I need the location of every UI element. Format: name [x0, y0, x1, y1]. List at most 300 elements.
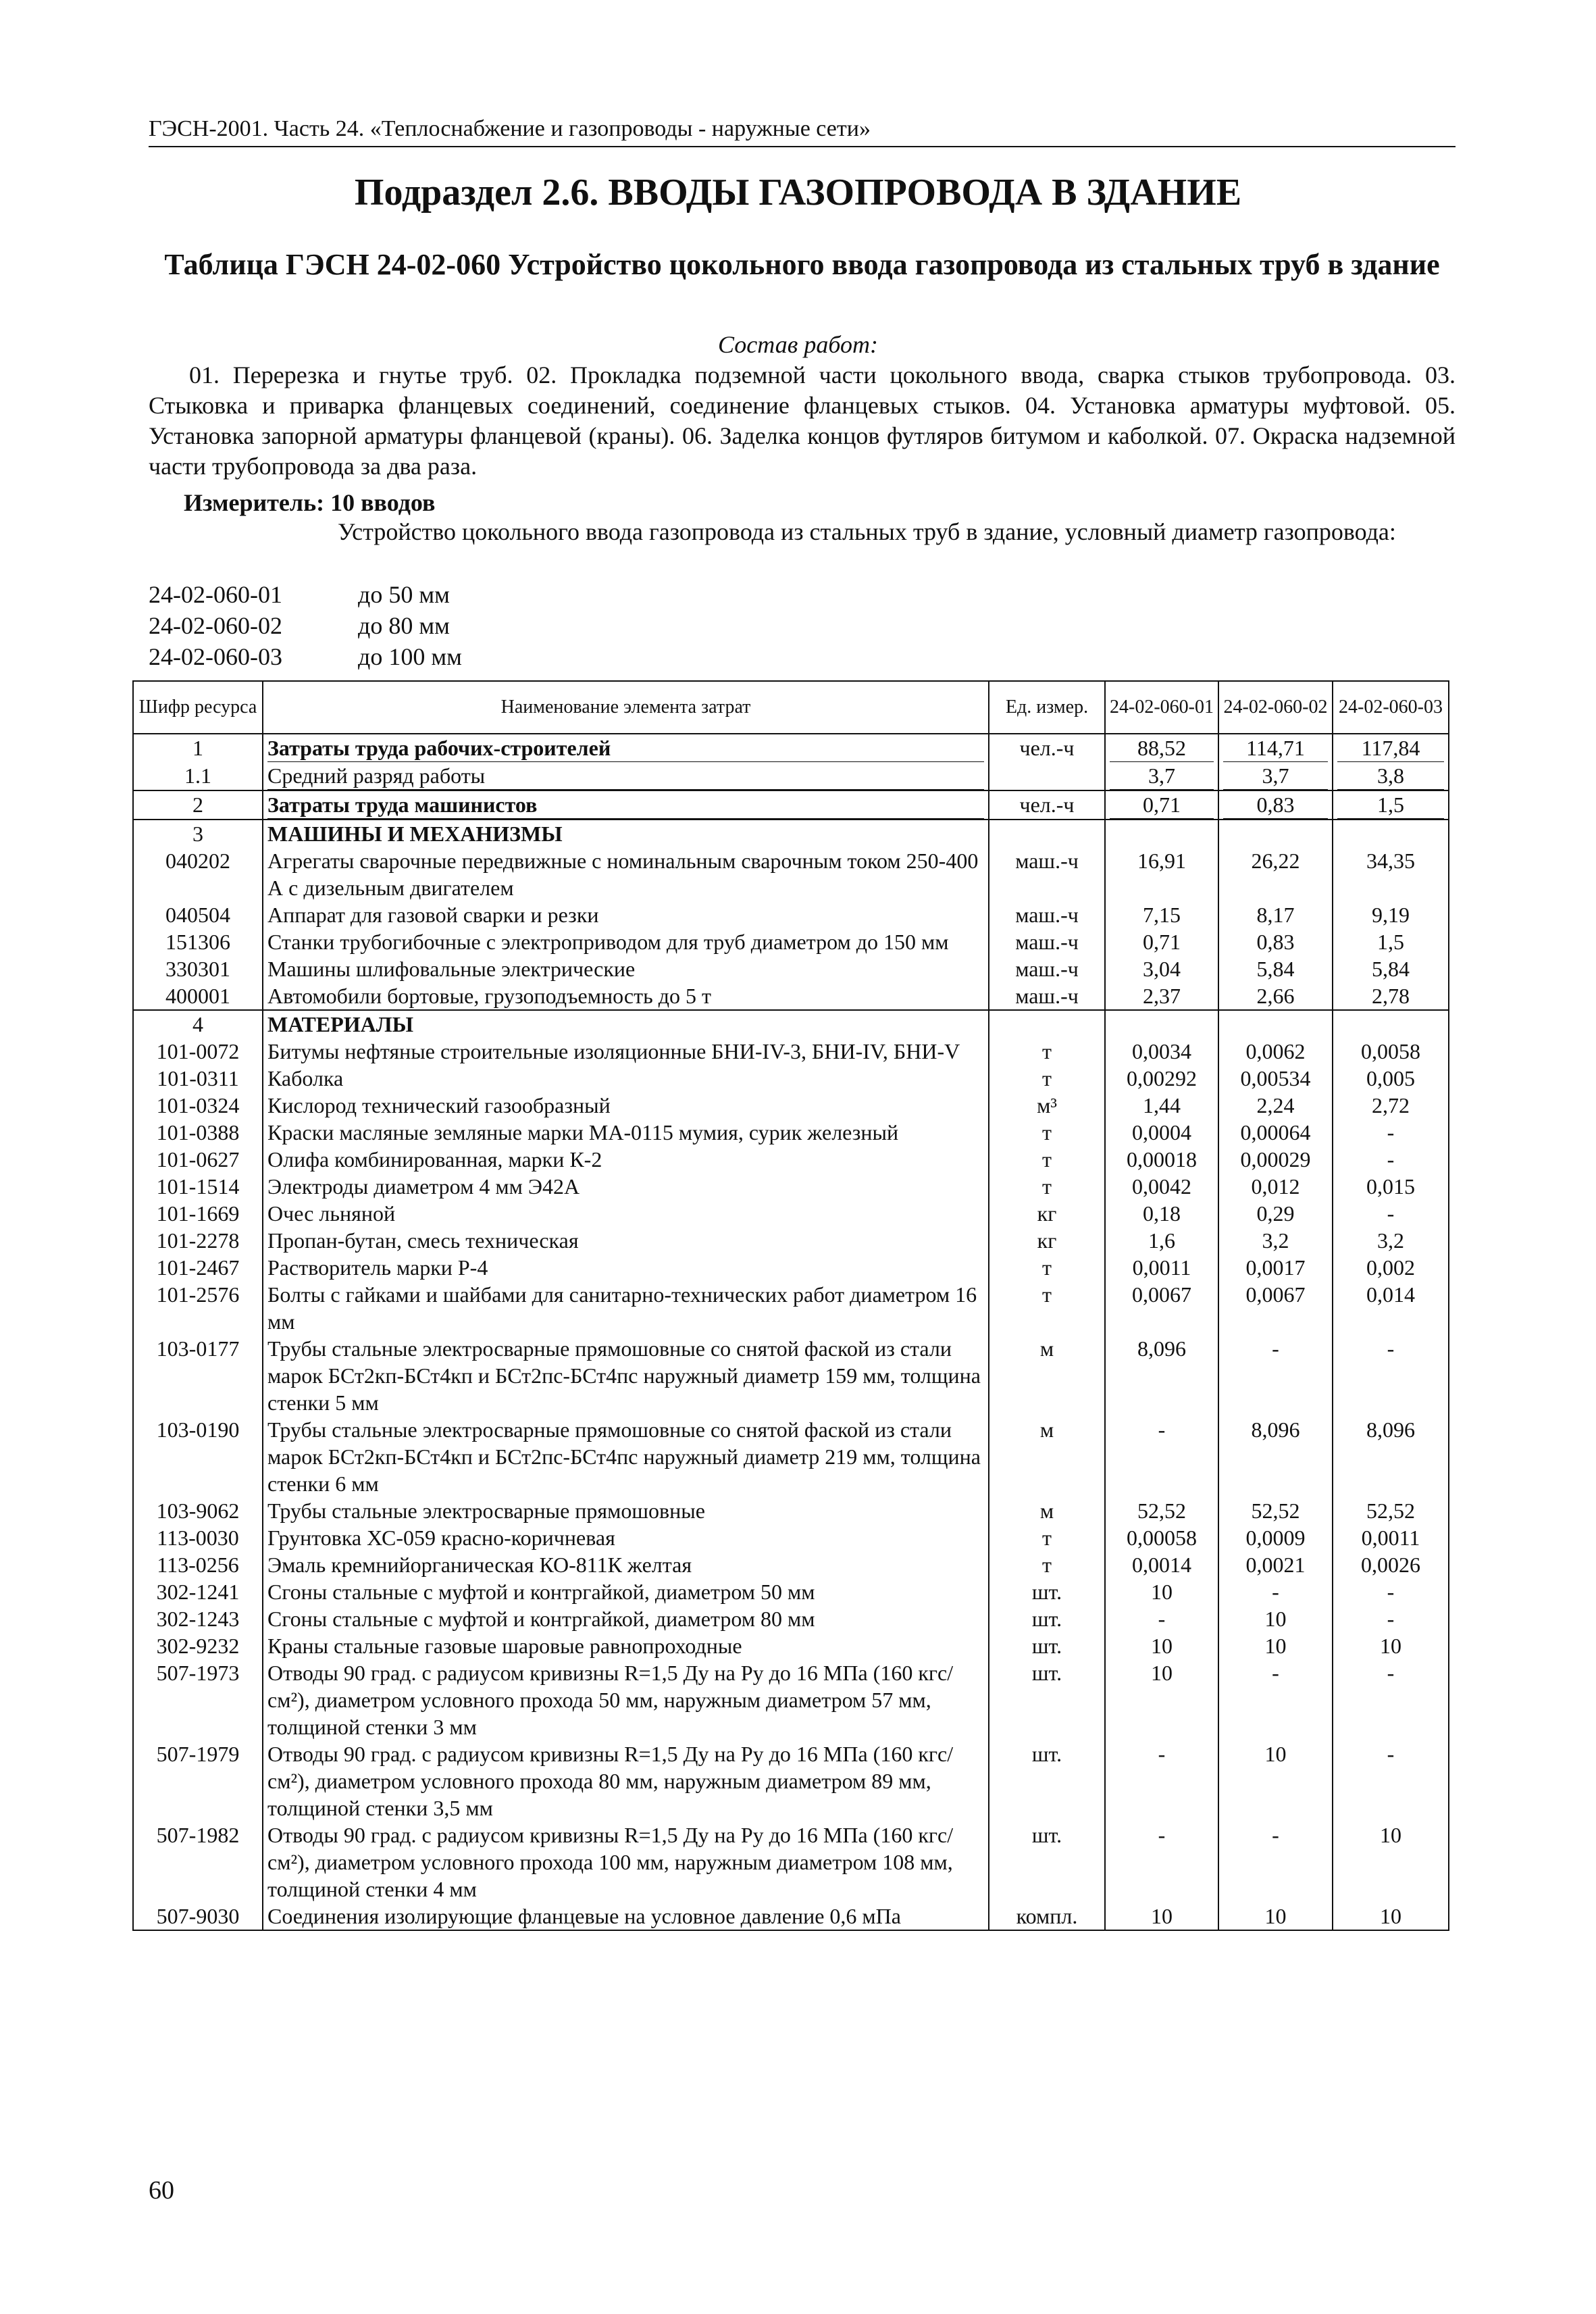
row-unit: шт.	[1031, 1607, 1062, 1631]
row-value-1-cell	[1105, 1173, 1218, 1200]
row-code: 1	[192, 736, 203, 760]
row-unit-cell	[989, 1551, 1105, 1578]
row-value-2-cell	[1218, 1605, 1333, 1632]
row-unit: шт.	[1031, 1742, 1062, 1766]
row-value-1: 16,91	[1137, 849, 1186, 873]
row-name: Краски масляные земляные марки МА-0115 мумия, сурик железный	[267, 1120, 899, 1145]
resource-table	[132, 680, 1449, 1931]
row-code-cell	[133, 1092, 263, 1119]
row-code: 101-2278	[156, 1228, 240, 1253]
row-unit-cell	[989, 847, 1105, 901]
row-value-2: 0,83	[1256, 930, 1295, 954]
row-value-1-cell	[1105, 1632, 1218, 1659]
row-code-cell	[133, 1497, 263, 1524]
row-value-3: 1,5	[1377, 930, 1404, 954]
row-name: Сгоны стальные с муфтой и контргайкой, диаметром 80 мм	[267, 1607, 815, 1631]
row-value-1: 0,18	[1143, 1201, 1181, 1226]
row-unit: т	[1042, 1282, 1052, 1307]
row-unit-cell	[989, 1524, 1105, 1551]
row-name: Средний разряд работы	[267, 762, 984, 790]
row-value-3: 2,72	[1372, 1093, 1410, 1117]
row-value-3: -	[1387, 1742, 1395, 1766]
row-value-3-cell	[1333, 1173, 1449, 1200]
row-name-cell	[263, 1227, 989, 1254]
row-value-3: 117,84	[1337, 734, 1444, 762]
row-value-1: -	[1158, 1823, 1166, 1847]
row-value-2-cell	[1218, 982, 1333, 1010]
row-value-2: 0,00534	[1240, 1066, 1311, 1090]
row-unit: м	[1039, 1417, 1054, 1442]
row-code: 101-1669	[156, 1201, 240, 1226]
row-name-cell	[263, 1524, 989, 1551]
row-unit: т	[1042, 1526, 1052, 1550]
variant-item	[149, 610, 462, 641]
row-name: МАШИНЫ И МЕХАНИЗМЫ	[267, 822, 563, 846]
row-value-3-cell	[1333, 1146, 1449, 1173]
row-unit-cell	[989, 1335, 1105, 1416]
row-name-cell	[263, 1173, 989, 1200]
row-unit-cell	[989, 1010, 1105, 1038]
row-value-1-cell	[1105, 820, 1218, 847]
row-name-cell	[263, 1605, 989, 1632]
row-value-3-cell	[1333, 790, 1449, 820]
row-value-2: 8,17	[1256, 903, 1295, 927]
row-name: Пропан-бутан, смесь техническая	[267, 1228, 579, 1253]
row-value-1-cell	[1105, 1416, 1218, 1497]
row-value-3: 2,78	[1372, 984, 1410, 1008]
row-name-cell	[263, 1578, 989, 1605]
row-value-2: 10	[1264, 1634, 1287, 1658]
row-name-cell	[263, 955, 989, 982]
row-value-1-cell	[1105, 734, 1218, 762]
table-row	[133, 928, 1449, 955]
row-value-2-cell	[1218, 1578, 1333, 1605]
row-value-3: 10	[1380, 1823, 1401, 1847]
row-value-1: 0,71	[1143, 930, 1181, 954]
table-row	[133, 790, 1449, 820]
row-value-1: 0,0014	[1132, 1553, 1191, 1577]
table-row	[133, 1281, 1449, 1335]
row-value-2: 114,71	[1223, 734, 1328, 762]
row-unit-cell	[989, 1227, 1105, 1254]
row-value-1: 52,52	[1137, 1499, 1186, 1523]
row-unit-cell	[989, 1903, 1105, 1930]
table-header-row	[133, 681, 1449, 734]
row-code-cell	[133, 1821, 263, 1903]
row-name: Краны стальные газовые шаровые равнопроходные	[267, 1634, 742, 1658]
row-value-1: 0,00292	[1127, 1066, 1197, 1090]
row-value-2: 0,00064	[1240, 1120, 1311, 1145]
row-value-2: -	[1272, 1580, 1279, 1604]
row-value-2-cell	[1218, 820, 1333, 847]
row-value-1-cell	[1105, 1281, 1218, 1335]
row-value-1-cell	[1105, 1146, 1218, 1173]
row-code: 302-1241	[156, 1580, 240, 1604]
row-code: 507-1982	[156, 1823, 240, 1847]
row-value-1: 3,7	[1110, 762, 1214, 790]
row-value-1: 10	[1151, 1661, 1173, 1685]
row-value-3: -	[1387, 1201, 1395, 1226]
table-row	[133, 1038, 1449, 1065]
row-unit: кг	[1037, 1201, 1057, 1226]
row-value-2: 0,83	[1223, 791, 1328, 819]
row-unit: м	[1039, 1336, 1054, 1361]
row-name-cell	[263, 982, 989, 1010]
row-code-cell	[133, 901, 263, 928]
row-unit: шт.	[1031, 1823, 1062, 1847]
row-code-cell	[133, 1632, 263, 1659]
row-value-1-cell	[1105, 1227, 1218, 1254]
row-value-3-cell	[1333, 1497, 1449, 1524]
row-value-3-cell	[1333, 1632, 1449, 1659]
header-code: Шифр ресурса	[133, 681, 263, 734]
row-code-cell	[133, 1605, 263, 1632]
row-value-1-cell	[1105, 955, 1218, 982]
table-row	[133, 1146, 1449, 1173]
row-unit-cell	[989, 982, 1105, 1010]
row-code-cell	[133, 1200, 263, 1227]
row-value-3-cell	[1333, 1200, 1449, 1227]
row-value-2-cell	[1218, 847, 1333, 901]
row-code: 103-0190	[156, 1417, 240, 1442]
row-code: 101-0072	[156, 1039, 240, 1063]
row-unit-cell	[989, 1119, 1105, 1146]
table-row	[133, 1010, 1449, 1038]
header-variant-3: 24-02-060-03	[1333, 681, 1449, 734]
row-value-1-cell	[1105, 1065, 1218, 1092]
row-value-3: -	[1387, 1336, 1395, 1361]
row-code-cell	[133, 847, 263, 901]
running-header: ГЭСН-2001. Часть 24. «Теплоснабжение и газопроводы - наружные сети»	[149, 115, 1456, 147]
row-value-1: 10	[1151, 1580, 1173, 1604]
row-code: 101-1514	[156, 1174, 240, 1199]
row-value-1-cell	[1105, 1524, 1218, 1551]
row-value-2-cell	[1218, 1092, 1333, 1119]
row-unit: т	[1042, 1255, 1052, 1280]
table-row	[133, 1821, 1449, 1903]
row-value-3: 9,19	[1372, 903, 1410, 927]
row-value-3-cell	[1333, 1119, 1449, 1146]
row-code-cell	[133, 1281, 263, 1335]
row-name: Электроды диаметром 4 мм Э42А	[267, 1174, 580, 1199]
row-value-1-cell	[1105, 762, 1218, 790]
table-row	[133, 982, 1449, 1010]
row-value-1: 3,04	[1143, 957, 1181, 981]
row-unit-cell	[989, 1497, 1105, 1524]
row-value-3: 0,0058	[1361, 1039, 1420, 1063]
row-code: 151306	[165, 930, 230, 954]
row-value-3-cell	[1333, 1903, 1449, 1930]
row-value-2-cell	[1218, 1119, 1333, 1146]
row-value-3: 1,5	[1337, 791, 1444, 819]
row-name: Каболка	[267, 1066, 344, 1090]
row-value-1: 7,15	[1143, 903, 1181, 927]
row-name: Отводы 90 град. с радиусом кривизны R=1,5 Ду на Ру до 16 МПа (160 кгс/см²), диаметром условного прохода 50 мм, наружным диаметром 57 мм, толщиной стенки 3 мм	[267, 1661, 954, 1739]
row-name-cell	[263, 1146, 989, 1173]
row-value-3-cell	[1333, 1010, 1449, 1038]
table-row	[133, 734, 1449, 762]
row-value-2-cell	[1218, 762, 1333, 790]
row-code-cell	[133, 1335, 263, 1416]
row-code: 2	[192, 793, 203, 817]
row-value-1-cell	[1105, 1740, 1218, 1821]
row-name-cell	[263, 734, 989, 762]
row-value-2-cell	[1218, 1200, 1333, 1227]
table-row	[133, 820, 1449, 847]
variant-code: 24-02-060-02	[149, 612, 282, 639]
row-name-cell	[263, 762, 989, 790]
row-code: 040504	[165, 903, 230, 927]
row-code-cell	[133, 1038, 263, 1065]
row-value-3: 5,84	[1372, 957, 1410, 981]
row-code-cell	[133, 1551, 263, 1578]
row-code-cell	[133, 1578, 263, 1605]
row-value-1-cell	[1105, 1605, 1218, 1632]
row-name: Трубы стальные электросварные прямошовные	[267, 1499, 705, 1523]
row-value-1-cell	[1105, 928, 1218, 955]
row-value-3-cell	[1333, 847, 1449, 901]
table-row	[133, 1605, 1449, 1632]
row-value-1: 10	[1151, 1904, 1173, 1928]
row-unit: маш.-ч	[1015, 957, 1079, 981]
row-value-1-cell	[1105, 790, 1218, 820]
row-unit-cell	[989, 1254, 1105, 1281]
row-value-1: 8,096	[1137, 1336, 1186, 1361]
row-value-1: 1,44	[1143, 1093, 1181, 1117]
row-code: 101-0627	[156, 1147, 240, 1172]
row-unit: т	[1042, 1553, 1052, 1577]
table-row	[133, 1740, 1449, 1821]
table-row	[133, 1173, 1449, 1200]
row-value-2-cell	[1218, 790, 1333, 820]
row-value-2-cell	[1218, 1173, 1333, 1200]
table-row	[133, 1092, 1449, 1119]
row-code: 1.1	[184, 763, 211, 788]
row-code-cell	[133, 955, 263, 982]
row-name-cell	[263, 820, 989, 847]
row-unit-cell	[989, 1416, 1105, 1497]
table-body	[133, 734, 1449, 1930]
row-code-cell	[133, 790, 263, 820]
row-value-3: 52,52	[1366, 1499, 1415, 1523]
row-value-2: 0,0017	[1245, 1255, 1306, 1280]
row-value-1-cell	[1105, 1335, 1218, 1416]
row-value-2: 5,84	[1256, 957, 1295, 981]
row-name: МАТЕРИАЛЫ	[267, 1012, 413, 1036]
row-code-cell	[133, 734, 263, 762]
work-composition-label: Состав работ:	[718, 331, 878, 358]
table-row	[133, 762, 1449, 790]
row-code: 507-9030	[156, 1904, 240, 1928]
row-name-cell	[263, 1497, 989, 1524]
row-value-2: 8,096	[1251, 1417, 1300, 1442]
row-unit: шт.	[1031, 1580, 1062, 1604]
row-value-2: 2,24	[1256, 1093, 1295, 1117]
row-unit: маш.-ч	[1015, 930, 1079, 954]
row-value-3-cell	[1333, 820, 1449, 847]
table-row	[133, 1524, 1449, 1551]
row-value-2: -	[1272, 1336, 1279, 1361]
row-value-1-cell	[1105, 1578, 1218, 1605]
row-value-3: 3,8	[1337, 762, 1444, 790]
row-value-2: 3,2	[1262, 1228, 1289, 1253]
row-value-2-cell	[1218, 1038, 1333, 1065]
row-value-2-cell	[1218, 734, 1333, 762]
table-row	[133, 1551, 1449, 1578]
row-name: Аппарат для газовой сварки и резки	[267, 903, 599, 927]
row-value-3: -	[1387, 1147, 1395, 1172]
row-value-3-cell	[1333, 1605, 1449, 1632]
table-row	[133, 1578, 1449, 1605]
row-name: Кислород технический газообразный	[267, 1093, 611, 1117]
row-value-2: 0,0062	[1245, 1039, 1306, 1063]
row-value-3-cell	[1333, 1254, 1449, 1281]
row-code: 507-1973	[156, 1661, 240, 1685]
row-name-cell	[263, 1740, 989, 1821]
row-value-2: 10	[1264, 1742, 1287, 1766]
meter: Измеритель: 10 вводов	[184, 489, 436, 516]
row-value-2-cell	[1218, 1903, 1333, 1930]
row-unit-cell	[989, 928, 1105, 955]
table-row	[133, 1659, 1449, 1740]
row-name: Отводы 90 град. с радиусом кривизны R=1,5 Ду на Ру до 16 МПа (160 кгс/см²), диаметром условного прохода 100 мм, наружным диаметром 108 мм, толщиной стенки 4 мм	[267, 1823, 954, 1901]
row-code: 330301	[165, 957, 230, 981]
row-value-3-cell	[1333, 901, 1449, 928]
table-row	[133, 1254, 1449, 1281]
row-value-2-cell	[1218, 1010, 1333, 1038]
row-code-cell	[133, 1254, 263, 1281]
row-code-cell	[133, 1119, 263, 1146]
table-row	[133, 1335, 1449, 1416]
row-unit-cell	[989, 1821, 1105, 1903]
row-code-cell	[133, 820, 263, 847]
row-value-1: 0,00018	[1127, 1147, 1197, 1172]
row-value-2-cell	[1218, 1281, 1333, 1335]
row-code: 103-9062	[156, 1499, 240, 1523]
row-unit-cell	[989, 1065, 1105, 1092]
row-code: 113-0030	[157, 1526, 239, 1550]
row-name-cell	[263, 1200, 989, 1227]
row-value-1-cell	[1105, 1254, 1218, 1281]
row-value-1-cell	[1105, 847, 1218, 901]
row-value-3: 0,0011	[1361, 1526, 1420, 1550]
header-variant-2: 24-02-060-02	[1218, 681, 1333, 734]
row-name-cell	[263, 1038, 989, 1065]
row-value-3-cell	[1333, 1227, 1449, 1254]
section-title: Подраздел 2.6. ВВОДЫ ГАЗОПРОВОДА В ЗДАНИЕ	[354, 172, 1242, 213]
row-value-2: 0,00029	[1240, 1147, 1311, 1172]
row-value-1: 88,52	[1110, 734, 1214, 762]
row-value-2: 3,7	[1223, 762, 1328, 790]
row-value-3: -	[1387, 1580, 1395, 1604]
row-value-1: 2,37	[1143, 984, 1181, 1008]
row-value-1: -	[1158, 1607, 1166, 1631]
row-value-1-cell	[1105, 982, 1218, 1010]
row-code: 302-9232	[156, 1634, 240, 1658]
page-number: 60	[149, 2176, 174, 2205]
row-code: 101-2576	[156, 1282, 240, 1307]
row-value-1: -	[1158, 1417, 1166, 1442]
row-code-cell	[133, 1903, 263, 1930]
table-row	[133, 1227, 1449, 1254]
row-value-3-cell	[1333, 1335, 1449, 1416]
row-value-1-cell	[1105, 1659, 1218, 1740]
row-unit: шт.	[1031, 1661, 1062, 1685]
row-value-2-cell	[1218, 1524, 1333, 1551]
row-unit-cell	[989, 1578, 1105, 1605]
row-value-1-cell	[1105, 1038, 1218, 1065]
row-value-2-cell	[1218, 928, 1333, 955]
variant-label: до 50 мм	[358, 581, 450, 608]
row-code-cell	[133, 928, 263, 955]
row-value-3: -	[1387, 1661, 1395, 1685]
row-value-3: -	[1387, 1607, 1395, 1631]
row-code: 101-2467	[156, 1255, 240, 1280]
table-row	[133, 1119, 1449, 1146]
row-value-1-cell	[1105, 1497, 1218, 1524]
row-value-3-cell	[1333, 1551, 1449, 1578]
row-value-2-cell	[1218, 1659, 1333, 1740]
row-code-cell	[133, 762, 263, 790]
row-name: Растворитель марки Р-4	[267, 1255, 488, 1280]
row-value-2: 0,29	[1256, 1201, 1295, 1226]
row-name-cell	[263, 1254, 989, 1281]
table-row	[133, 847, 1449, 901]
row-value-1: 0,0034	[1132, 1039, 1191, 1063]
row-name: Трубы стальные электросварные прямошовные со снятой фаской из стали марок БСт2кп-БСт4кп и БСт2пс-БСт4пс наружный диаметр 219 мм, толщина стенки 6 мм	[267, 1417, 981, 1496]
row-code: 3	[192, 822, 203, 846]
row-value-2-cell	[1218, 1416, 1333, 1497]
row-unit-cell	[989, 1092, 1105, 1119]
variant-list	[149, 579, 462, 672]
row-value-2: 0,0009	[1245, 1526, 1306, 1550]
row-value-3: 3,2	[1377, 1228, 1404, 1253]
row-value-1: 1,6	[1148, 1228, 1175, 1253]
row-name-cell	[263, 901, 989, 928]
row-value-3-cell	[1333, 1092, 1449, 1119]
row-value-3: 0,015	[1366, 1174, 1415, 1199]
row-unit: т	[1042, 1066, 1052, 1090]
row-unit-cell	[989, 1173, 1105, 1200]
row-value-2: 2,66	[1256, 984, 1295, 1008]
row-unit: маш.-ч	[1015, 903, 1079, 927]
row-name: Станки трубогибочные с электроприводом для труб диаметром до 150 мм	[267, 930, 949, 954]
table-row	[133, 1903, 1449, 1930]
variant-item	[149, 641, 462, 672]
row-unit-cell	[989, 820, 1105, 847]
variant-description: Устройство цокольного ввода газопровода из стальных труб в здание, условный диаметр газопровода:	[338, 518, 1396, 545]
variant-label: до 100 мм	[358, 643, 462, 670]
row-value-2: -	[1272, 1661, 1279, 1685]
row-code-cell	[133, 1524, 263, 1551]
row-name-cell	[263, 1903, 989, 1930]
row-value-1-cell	[1105, 1200, 1218, 1227]
row-value-3-cell	[1333, 1524, 1449, 1551]
table-row	[133, 1065, 1449, 1092]
row-value-3-cell	[1333, 1038, 1449, 1065]
row-name-cell	[263, 1821, 989, 1903]
row-value-2: 10	[1264, 1607, 1287, 1631]
row-name: Соединения изолирующие фланцевые на условное давление 0,6 мПа	[267, 1904, 901, 1928]
row-name-cell	[263, 1335, 989, 1416]
work-composition-text: 01. Перерезка и гнутье труб. 02. Прокладка подземной части цокольного ввода, сварка стыков трубопровода. 03. Стыковка и приварка фланцевых соединений, соединение фланцевых стыков. 04. Установка арматуры муфтовой. 05. Установка запорной арматуры фланцевой (краны). 06. Заделка концов футляров битумом и каболкой. 07. Окраска надземной части трубопровода за два раза.	[149, 361, 1456, 480]
row-code-cell	[133, 1173, 263, 1200]
row-name: Затраты труда рабочих-строителей	[267, 734, 984, 762]
row-name-cell	[263, 928, 989, 955]
row-name: Болты с гайками и шайбами для санитарно-технических работ диаметром 16 мм	[267, 1282, 977, 1334]
table-row	[133, 901, 1449, 928]
row-name-cell	[263, 1416, 989, 1497]
